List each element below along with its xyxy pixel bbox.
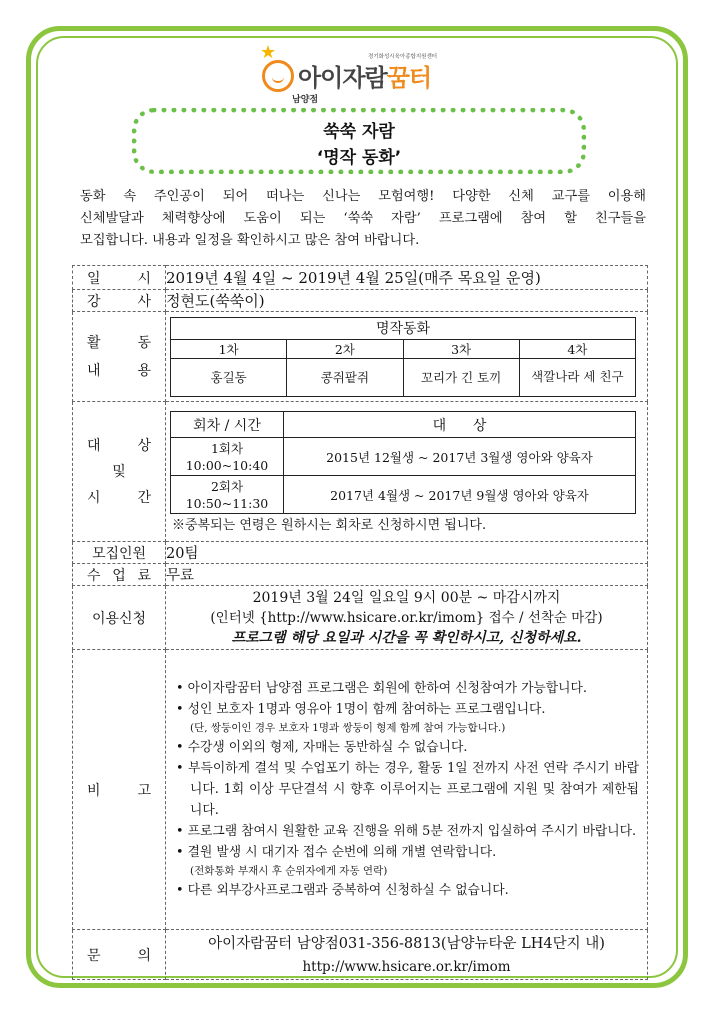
remark-item: (전화통화 부재시 후 순위자에게 자동 연락) <box>190 865 388 877</box>
round-cell: 3차 <box>403 339 519 358</box>
logo <box>250 44 490 106</box>
contact-url[interactable]: http://www.hsicare.or.kr/imom <box>302 958 511 975</box>
round-cell: 2차 <box>287 339 403 358</box>
activity-header: 명작동화 <box>171 317 636 339</box>
remark-item: • 성인 보호자 1명과 영유아 1명이 함께 참여하는 프로그램입니다. <box>176 702 546 717</box>
star-icon: ★ <box>260 42 277 63</box>
round-cell: 1차 <box>171 339 287 358</box>
remark-item: • 프로그램 참여시 원활한 교육 진행을 위해 5분 전까지 입실하여 주시기 바랍니다. <box>176 824 637 839</box>
intro-line: 신체발달과 체력향상에 도움이 되는 ‘쑥쑥 자람’ 프로그램에 참여 할 친구들을 <box>80 211 646 226</box>
story-cell: 콩쥐팥쥐 <box>287 358 403 396</box>
story-cell: 색깔나라 세 친구 <box>519 358 635 396</box>
info-table <box>72 265 648 980</box>
capacity-value: 20팀 <box>166 542 648 564</box>
contact-line1: 아이자람꿈터 남양점031-356-8813(남양뉴타운 LH4단지 내) <box>208 935 605 952</box>
title-line2: ‘명작 동화’ <box>316 148 402 168</box>
title-box <box>132 108 586 174</box>
target-row: 대 상 및 시 간 회차 / 시간 대 상 1회차 10:00~10:40 2015년 12월생 ~ 2017년 3월생 영아와 양육자 2회차 10:50~11:30 2017년 4월생 ~ 2017년 9월생 영아와 양육자 ※중복되는 연령은 원하시는 회차로 신청하시면 됩니다. <box>73 402 648 542</box>
remark-item: (단, 쌍둥이인 경우 보호자 1명과 쌍둥이 형제 함께 참여 가능합니다.) <box>190 722 506 734</box>
logo-brand: 아이자람꿈터 <box>298 64 432 92</box>
story-cell: 홍길동 <box>171 358 287 396</box>
target-table: 회차 / 시간 대 상 1회차 10:00~10:40 2015년 12월생 ~ 2017년 3월생 영아와 양육자 2회차 10:50~11:30 2017년 4월생 ~ 2017년 9월생 영아와 양육자 <box>170 411 636 514</box>
intro-line: 동화 속 주인공이 되어 떠나는 신나는 모험여행! 다양한 신체 교구를 이용해 <box>80 189 646 204</box>
round-cell: 4차 <box>519 339 635 358</box>
intro-paragraph <box>80 186 646 252</box>
face-icon <box>262 60 294 92</box>
target-note: ※중복되는 연령은 원하시는 회차로 신청하시면 됩니다. <box>172 518 487 533</box>
activity-table <box>170 317 636 397</box>
remarks-row: 비 고 • 아이자람꿈터 남양점 프로그램은 회원에 한하여 신청참여가 가능합니다. • 성인 보호자 1명과 영유아 1명이 함께 참여하는 프로그램입니다. (단, 쌍둥이인 경우 보호자 1명과 쌍둥이 형제 함께 참여 가능합니다.) • 수강생 이외의 형제, 자매는 동반하실 수 없습니다. • 부득이하게 결석 및 수업포기 하는 경우, 활동 1일 전까지 사전 연락 주시기 바랍니다. 1회 이상 무단결석 시 향후 이루어지는 프로그램에 지원 및 참여가 제한됩니다. • 프로그램 참여시 원활한 교육 진행을 위해 5분 전까지 입실하여 주시기 바랍니다. • 결원 발생 시 대기자 접수 순번에 의해 개별 연락합니다. (전화통화 부재시 후 순위자에게 자동 연락) • 다른 외부강사프로그램과 중복하여 신청하실 수 없습니다. <box>73 650 648 930</box>
logo-branch: 남양점 <box>292 95 319 105</box>
title-line1: 쑥쑥 자람 <box>323 122 395 142</box>
apply-row: 이용신청 2019년 3월 24일 일요일 9시 00분 ~ 마감시까지 (인터넷 {http://www.hsicare.or.kr/imom} 접수 / 선착순 마감) 프로그램 해당 요일과 시간을 꼭 확인하시고, 신청하세요. <box>73 586 648 650</box>
target-cell: 2017년 4월생 ~ 2017년 9월생 영아와 양육자 <box>284 476 636 514</box>
fee-value: 무료 <box>166 564 648 586</box>
remark-item: • 결원 발생 시 대기자 접수 순번에 의해 개별 연락합니다. <box>176 845 497 860</box>
remarks-list <box>166 676 647 903</box>
intro-line: 모집합니다. 내용과 일정을 확인하시고 많은 참여 바랍니다. <box>80 233 420 248</box>
col-round: 회차 / 시간 <box>171 412 284 438</box>
col-target: 대 상 <box>284 412 636 438</box>
remark-item: • 수강생 이외의 형제, 자매는 동반하실 수 없습니다. <box>176 740 468 755</box>
capacity-row: 모집인원 20팀 <box>73 542 648 564</box>
instructor-value: 정현도(쑥쑥이) <box>166 290 648 312</box>
logo-org: 경기화성시육아종합지원센터 <box>368 54 438 60</box>
remark-item: • 부득이하게 결석 및 수업포기 하는 경우, 활동 1일 전까지 사전 연락 주시기 바랍니다. 1회 이상 무단결석 시 향후 이루어지는 프로그램에 지원 및 참여가 제한됩니다. <box>176 761 639 818</box>
story-cell: 꼬리가 긴 토끼 <box>403 358 519 396</box>
fee-row: 수 업 료 무료 <box>73 564 648 586</box>
activity-row: 활 동 내 용 명작동화 1차 2차 3차 4차 홍길동 콩쥐팥쥐 꼬리가 긴 토끼 색깔나라 세 친구 <box>73 312 648 402</box>
schedule-row: 일 시 2019년 4월 4일 ~ 2019년 4월 25일(매주 목요일 운영) <box>73 266 648 290</box>
remark-item: • 다른 외부강사프로그램과 중복하여 신청하실 수 없습니다. <box>176 883 509 898</box>
contact-row: 문 의 아이자람꿈터 남양점031-356-8813(남양뉴타운 LH4단지 내) http://www.hsicare.or.kr/imom <box>73 930 648 980</box>
target-cell: 2015년 12월생 ~ 2017년 3월생 영아와 양육자 <box>284 438 636 476</box>
schedule-value: 2019년 4월 4일 ~ 2019년 4월 25일(매주 목요일 운영) <box>166 266 648 290</box>
apply-warning: 프로그램 해당 요일과 시간을 꼭 확인하시고, 신청하세요. <box>231 629 582 646</box>
instructor-row: 강 사 정현도(쑥쑥이) <box>73 290 648 312</box>
remark-item: • 아이자람꿈터 남양점 프로그램은 회원에 한하여 신청참여가 가능합니다. <box>176 681 587 696</box>
